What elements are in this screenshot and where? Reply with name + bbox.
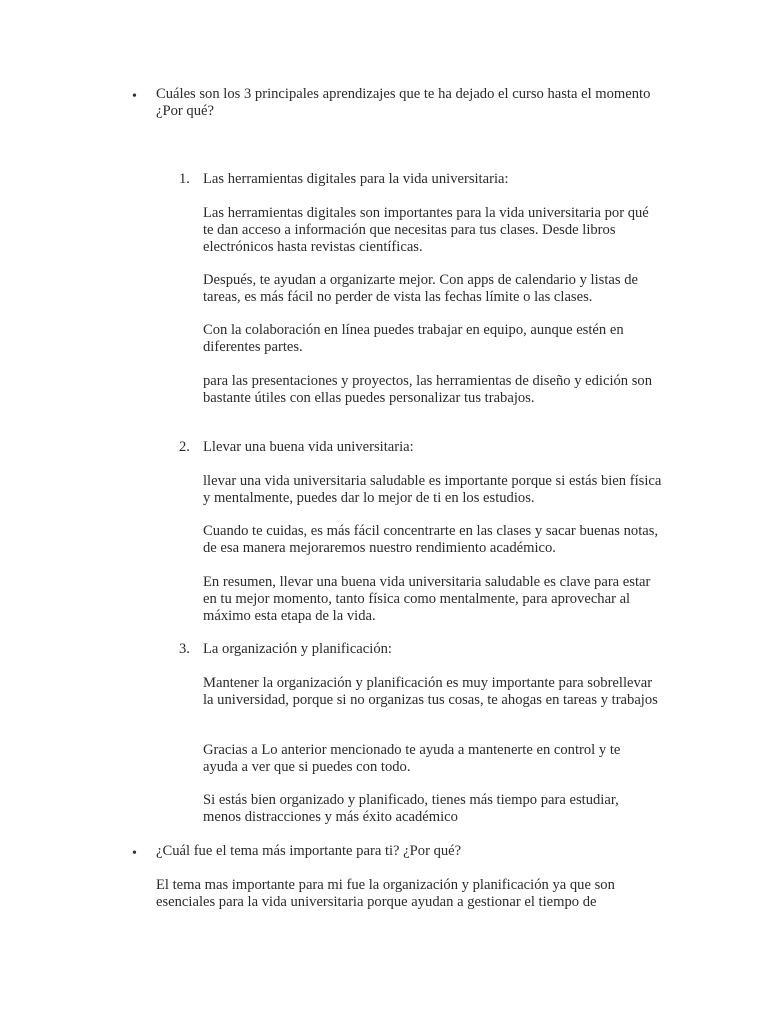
item-3-heading: La organización y planificación:: [203, 641, 392, 657]
item-2-heading: Llevar una buena vida universitaria:: [203, 439, 414, 455]
item-3-paragraph: Si estás bien organizado y planificado, tienes más tiempo para estudiar, menos distracciones y más éxito académico: [203, 792, 619, 825]
item-2-paragraph: llevar una vida universitaria saludable es importante porque si estás bien física y mentalmente, puedes dar lo mejor de ti en los estudios.: [203, 473, 662, 506]
question-2-answer: El tema mas importante para mi fue la organización y planificación ya que son esenciales para la vida universitaria porque ayudan a gestionar el tiempo de: [156, 877, 615, 910]
item-1-number: 1.: [179, 171, 190, 187]
item-3-paragraph: Mantener la organización y planificación es muy importante para sobrellevar la universidad, porque si no organizas tus cosas, te ahogas en tareas y trabajos: [203, 675, 658, 708]
item-2-paragraph: Cuando te cuidas, es más fácil concentrarte en las clases y sacar buenas notas, de esa manera mejoraremos nuestro rendimiento académico.: [203, 523, 659, 556]
bullet-marker: •: [132, 846, 137, 861]
question-1: Cuáles son los 3 principales aprendizajes que te ha dejado el curso hasta el momento ¿Por qué?: [156, 86, 651, 119]
item-1-paragraph: para las presentaciones y proyectos, las herramientas de diseño y edición son bastante útiles con ellas puedes personalizar tus trabajos.: [203, 373, 653, 406]
item-1-paragraph: Después, te ayudan a organizarte mejor. Con apps de calendario y listas de tareas, es más fácil no perder de vista las fechas límite o las clases.: [203, 272, 638, 305]
item-1-paragraph: Con la colaboración en línea puedes trabajar en equipo, aunque estén en diferentes partes.: [203, 322, 624, 355]
question-2: ¿Cuál fue el tema más importante para ti? ¿Por qué?: [156, 843, 462, 859]
item-1-heading: Las herramientas digitales para la vida universitaria:: [203, 171, 509, 187]
item-2-paragraph: En resumen, llevar una buena vida universitaria saludable es clave para estar en tu mejor momento, tanto física como mentalmente, para aprovechar al máximo esta etapa de la vida.: [203, 574, 651, 624]
item-3-number: 3.: [179, 641, 190, 657]
item-3-paragraph: Gracias a Lo anterior mencionado te ayuda a mantenerte en control y te ayuda a ver que si puedes con todo.: [203, 742, 621, 775]
item-2-number: 2.: [179, 439, 190, 455]
item-1-paragraph: Las herramientas digitales son importantes para la vida universitaria por qué te dan acceso a información que necesitas para tus clases. Desde libros electrónicos hasta revistas científicas.: [203, 205, 649, 255]
bullet-marker: •: [132, 89, 137, 104]
